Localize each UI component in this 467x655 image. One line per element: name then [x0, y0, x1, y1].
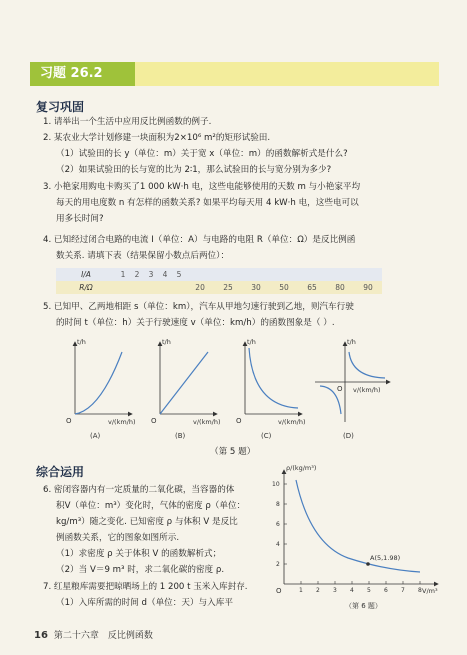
graph-label-d: (D)	[343, 432, 354, 440]
current-resistance-table	[56, 268, 382, 294]
table-cell	[326, 268, 354, 281]
comp-line-4: 例函数关系，它的图象如图所示.	[56, 533, 180, 543]
review-line-9: 数关系. 请填下表（结果保留小数点后两位）：	[56, 251, 230, 261]
graph-c	[236, 338, 306, 440]
graph-xlabel: v/(km/h)	[108, 418, 136, 426]
review-line-4: （2）如果试验田的长与宽的比为 2∶1，那么试验田的长与宽分别为多少?	[56, 165, 332, 175]
graph-label-c: (C)	[261, 432, 272, 440]
table-cell	[130, 281, 144, 294]
review-line-1: 1. 请举出一个生活中应用反比例函数的例子.	[43, 117, 212, 127]
graph-origin: O	[337, 385, 343, 393]
y-tick-label: 2	[276, 561, 280, 568]
table-cell	[158, 281, 172, 294]
table-cell: 3	[144, 268, 158, 281]
y-tick-label: 6	[276, 521, 280, 528]
table-cell	[186, 268, 214, 281]
density-curve	[296, 480, 420, 572]
comp-line-8: （1）入库所需的时间 d（单位：天）与入库平	[56, 598, 233, 608]
y-ticks	[272, 481, 287, 568]
review-line-3: （1）试验田的长 y（单位：m）关于宽 x（单位：m）的函数解析式是什么?	[56, 149, 348, 159]
x-tick-label: 1	[299, 587, 303, 594]
y-tick-label: 8	[276, 501, 280, 508]
comp-line-7: 7. 红星粮库需要把晾晒场上的 1 200 t 玉米入库封存.	[43, 582, 248, 592]
x-tick-label: 2	[316, 587, 320, 594]
review-section-title: 复习巩固	[36, 100, 85, 114]
table-cell	[354, 268, 382, 281]
curve-c	[249, 348, 298, 408]
x-tick-label: 3	[333, 587, 337, 594]
comp-line-6: （2）当 V＝9 m³ 时，求二氧化碳的密度 ρ.	[56, 565, 225, 575]
review-line-10: 5. 已知甲、乙两地相距 s（单位：km），汽车从甲地匀速行驶到乙地，则汽车行驶	[43, 302, 354, 312]
review-line-5: 3. 小艳家用购电卡购买了1 000 kW·h 电，这些电能够使用的天数 m 与小艳家平均	[43, 182, 361, 192]
chart-ylabel: ρ/(kg/m³)	[286, 464, 317, 472]
problem5-graphs	[60, 334, 400, 446]
table-cell: 30	[242, 281, 270, 294]
point-a-label: A(5,1.98)	[370, 554, 401, 562]
comprehensive-section-title: 综合运用	[36, 465, 85, 479]
x-tick-label: 5	[367, 587, 371, 594]
graph-origin: O	[236, 417, 242, 425]
exercise-title: 习题 26.2	[30, 62, 135, 86]
graph-label-a: (A)	[90, 432, 101, 440]
comp-line-1: 6. 密闭容器内有一定质量的二氧化碳，当容器的体	[43, 485, 235, 495]
graph-ylabel: t/h	[77, 338, 86, 346]
table-cell	[270, 268, 298, 281]
review-line-7: 用多长时间?	[56, 214, 104, 224]
table-cell: 80	[326, 281, 354, 294]
table-cell: 20	[186, 281, 214, 294]
graph-xlabel: v/(km/h)	[278, 418, 306, 426]
table-cell: 4	[158, 268, 172, 281]
curve-b	[160, 352, 208, 414]
table-row-current	[56, 268, 382, 281]
comp-line-3: kg/m³）随之变化. 已知密度 ρ 与体积 V 是反比	[56, 517, 238, 527]
comp-line-5: （1）求密度 ρ 关于体积 V 的函数解析式；	[56, 549, 222, 559]
table-cell: 5	[172, 268, 186, 281]
x-tick-label: 7	[401, 587, 405, 594]
graph-xlabel: v/(km/h)	[353, 386, 381, 394]
x-ticks	[299, 581, 422, 594]
table-cell: 65	[298, 281, 326, 294]
review-line-2: 2. 某农业大学计划修建一块面积为2×10⁶ m²的矩形试验田.	[43, 133, 271, 143]
page-footer	[34, 628, 153, 641]
graph-label-b: (B)	[175, 432, 186, 440]
table-row-resistance	[56, 281, 382, 294]
graph-origin: O	[66, 417, 72, 425]
chart-xlabel: V/m³	[422, 587, 438, 595]
table-cell: 90	[354, 281, 382, 294]
graph-d	[315, 338, 390, 440]
problem6-chart	[270, 462, 445, 612]
chart-origin: O	[276, 587, 282, 595]
table-cell: 1	[116, 268, 130, 281]
graph-b	[151, 338, 221, 440]
figure6-caption: （第 6 题）	[345, 602, 382, 610]
graph-xlabel: v/(km/h)	[193, 418, 221, 426]
y-tick-label: 10	[272, 481, 280, 488]
page-number: 16	[34, 630, 48, 641]
x-tick-label: 8	[418, 587, 422, 594]
curve-a	[75, 352, 122, 414]
chapter-title: 第二十六章 反比例函数	[53, 631, 153, 641]
table-cell	[214, 268, 242, 281]
review-line-11: 的时间 t（单位：h）关于行驶速度 v（单位：km/h）的函数图象是（ ）.	[56, 318, 335, 328]
figure5-caption: （第 5 题）	[210, 447, 256, 457]
graph-ylabel: t/h	[162, 338, 171, 346]
x-tick-label: 6	[384, 587, 388, 594]
table-cell: 25	[214, 281, 242, 294]
table-cell	[116, 281, 130, 294]
x-tick-label: 4	[350, 587, 354, 594]
table-cell: I/A	[56, 268, 116, 281]
table-cell	[242, 268, 270, 281]
exercise-banner	[30, 62, 439, 86]
review-line-6: 每天的用电度数 n 有怎样的函数关系? 如果平均每天用 4 kW·h 电，这些电可以	[56, 198, 359, 208]
table-cell	[298, 268, 326, 281]
y-tick-label: 4	[276, 541, 280, 548]
curve-d-upper	[349, 352, 385, 378]
review-line-8: 4. 已知经过闭合电路的电流 I（单位：A）与电路的电阻 R（单位：Ω）是反比例函	[43, 235, 356, 245]
graph-ylabel: t/h	[347, 338, 356, 346]
graph-origin: O	[151, 417, 157, 425]
point-a	[366, 562, 370, 566]
graph-a	[66, 338, 136, 440]
table-cell: R/Ω	[56, 281, 116, 294]
graph-ylabel: t/h	[247, 338, 256, 346]
table-cell	[172, 281, 186, 294]
table-cell: 2	[130, 268, 144, 281]
comp-line-2: 积V（单位：m³）变化时，气体的密度 ρ（单位：	[56, 501, 246, 511]
table-cell	[144, 281, 158, 294]
table-cell: 50	[270, 281, 298, 294]
